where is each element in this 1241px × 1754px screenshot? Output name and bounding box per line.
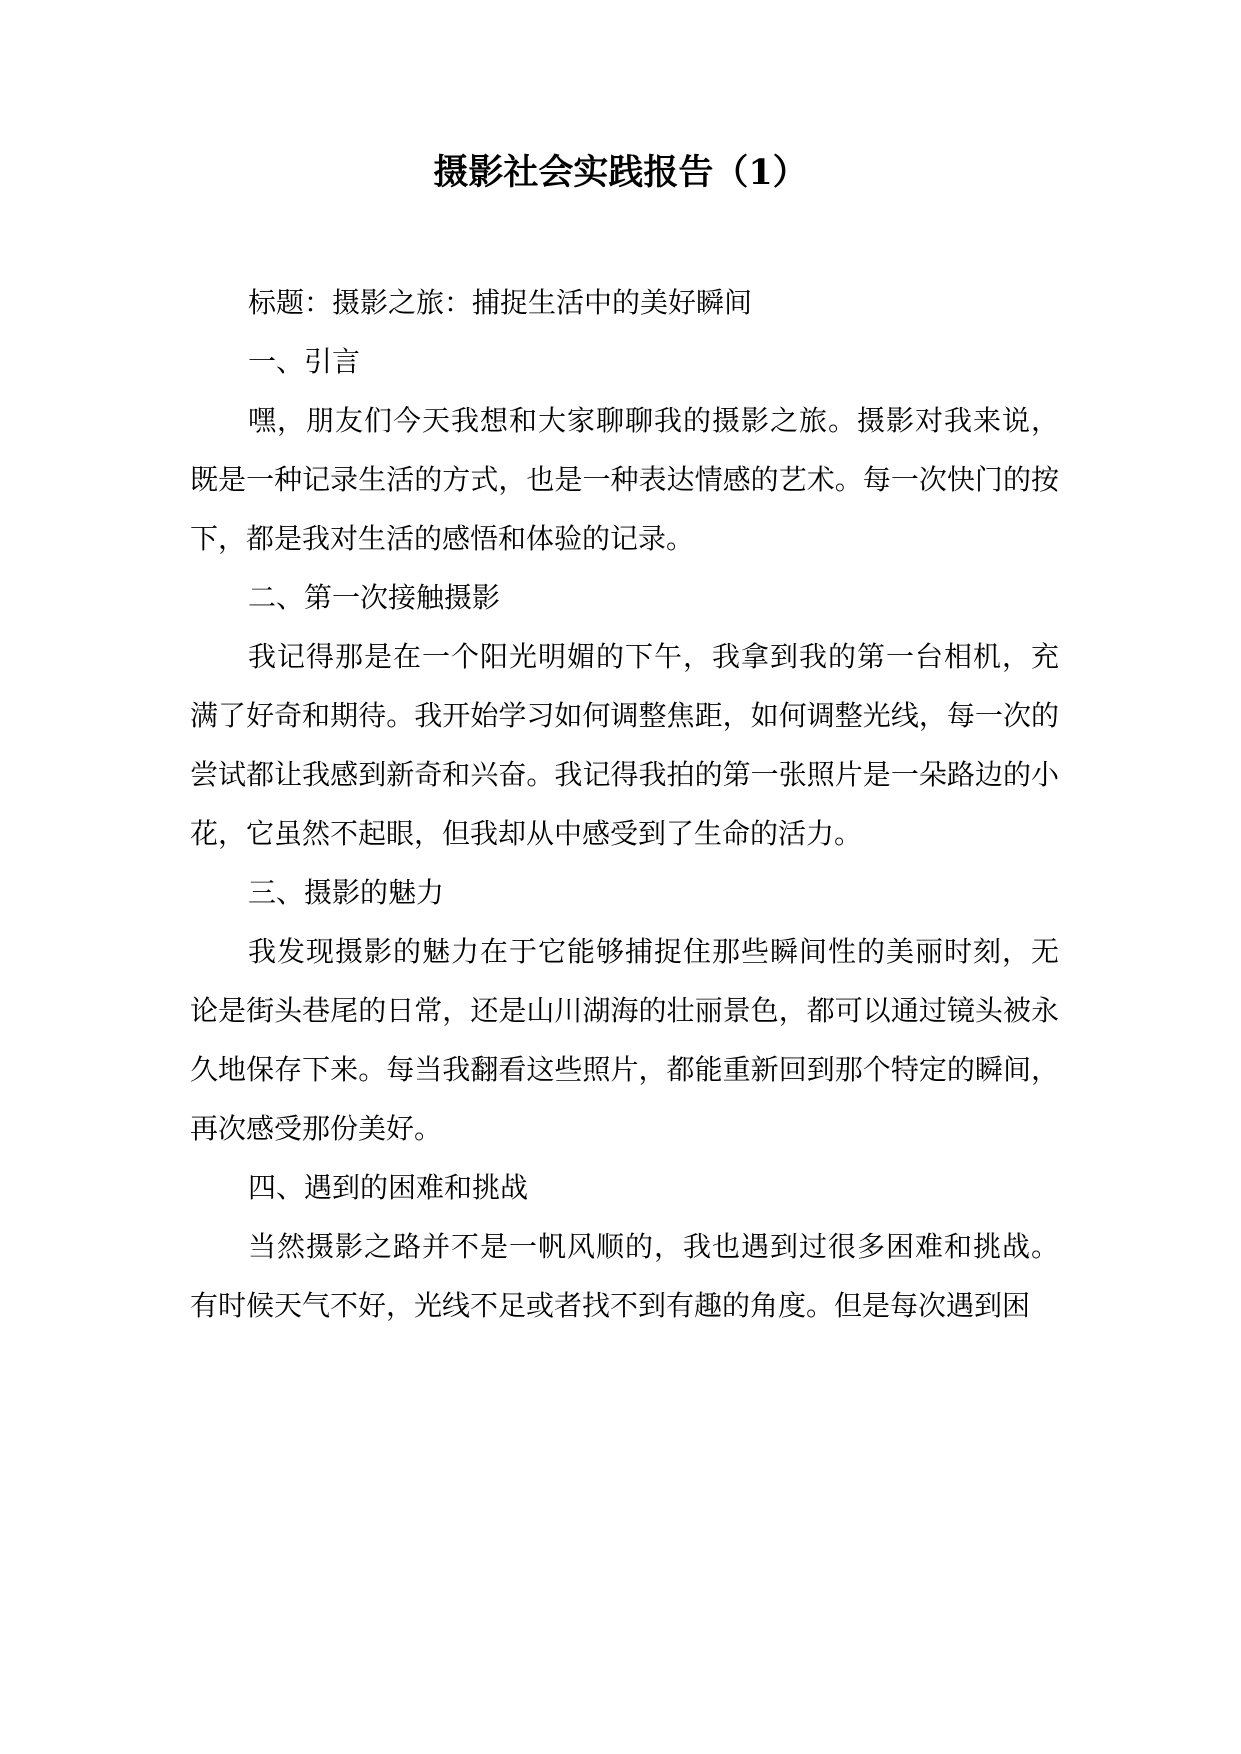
document-body	[190, 273, 1059, 1335]
body-paragraph: 我记得那是在一个阳光明媚的下午，我拿到我的第一台相机，充满了好奇和期待。我开始学习如何调整焦距，如何调整光线，每一次的尝试都让我感到新奇和兴奋。我记得我拍的第一张照片是一朵路边的小花，它虽然不起眼，但我却从中感受到了生命的活力。	[190, 640, 1059, 850]
section-heading-charm: 三、摄影的魅力	[248, 876, 445, 909]
document-title: 摄影社会实践报告（1）	[433, 152, 808, 193]
section-heading-introduction: 一、引言	[248, 345, 361, 378]
report-subtitle-paragraph: 标题：摄影之旅：捕捉生活中的美好瞬间	[248, 286, 753, 319]
body-paragraph: 我发现摄影的魅力在于它能够捕捉住那些瞬间性的美丽时刻，无论是街头巷尾的日常，还是山川湖海的壮丽景色，都可以通过镜头被永久地保存下来。每当我翻看这些照片，都能重新回到那个特定的瞬间，再次感受那份美好。	[190, 935, 1059, 1145]
section-heading-challenges: 四、遇到的困难和挑战	[248, 1171, 529, 1204]
body-paragraph: 当然摄影之路并不是一帆风顺的，我也遇到过很多困难和挑战。有时候天气不好，光线不足或者找不到有趣的角度。但是每次遇到困	[190, 1230, 1059, 1322]
body-paragraph: 嘿，朋友们今天我想和大家聊聊我的摄影之旅。摄影对我来说，既是一种记录生活的方式，也是一种表达情感的艺术。每一次快门的按下，都是我对生活的感悟和体验的记录。	[190, 404, 1059, 555]
section-heading-first-contact: 二、第一次接触摄影	[248, 581, 501, 614]
